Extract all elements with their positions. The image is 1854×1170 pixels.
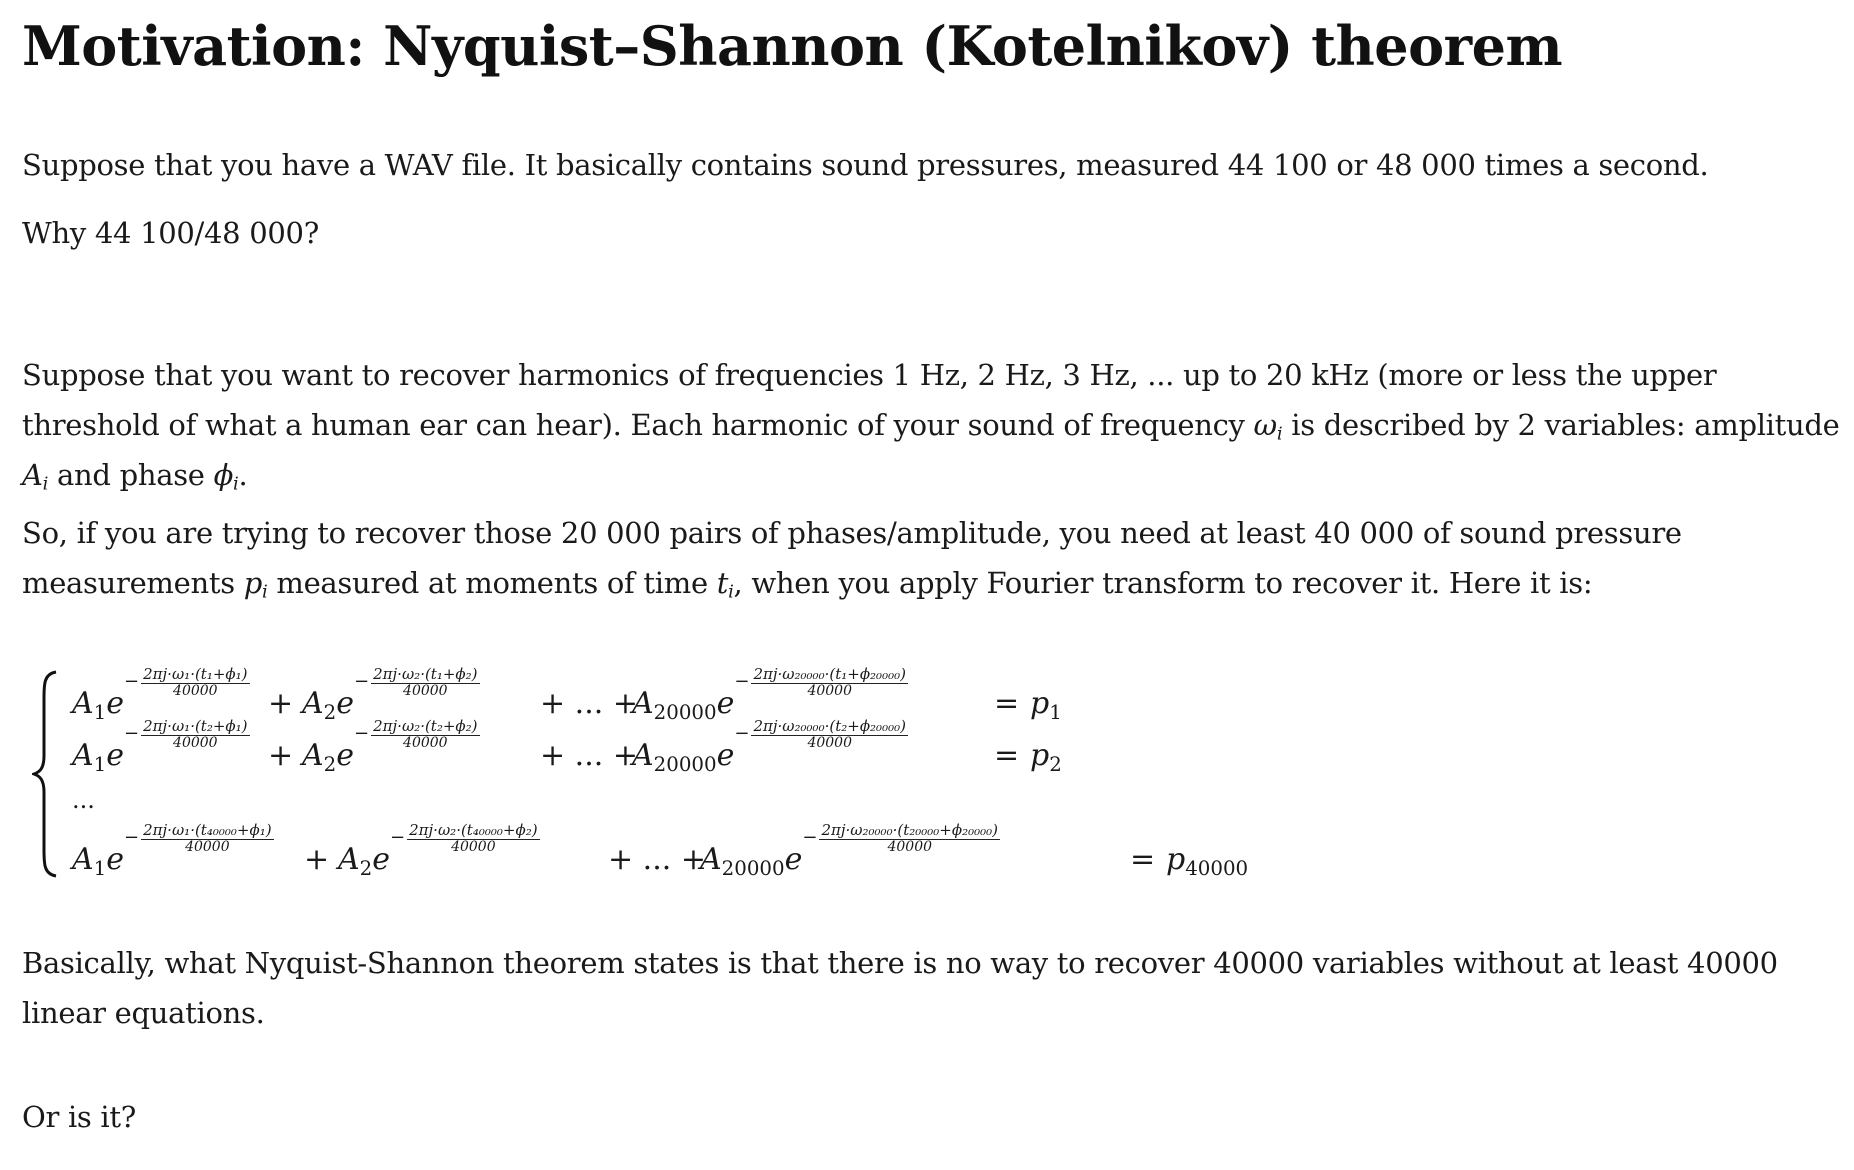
term-a20000-base: e	[716, 686, 735, 721]
term-a1-coef: A	[72, 686, 94, 721]
term-a2-base: e	[336, 686, 355, 721]
term-a2-fraction	[371, 666, 479, 699]
rhs-sub: 1	[1049, 700, 1062, 724]
term-a2-numerator: 2πj·ω₂·(t₂+ϕ₂)	[373, 716, 478, 735]
term-a20000-coef: A	[632, 686, 654, 721]
paragraph-why-question: Why 44 100/48 000?	[22, 216, 319, 250]
paragraph-question: Or is it?	[22, 1100, 137, 1134]
term-a2-minus: −	[390, 827, 406, 848]
term-a1-minus: −	[124, 827, 140, 848]
term-a20000-sub: 20000	[721, 856, 785, 880]
term-a2-denominator: 40000	[403, 734, 448, 751]
harmonics-text-b: is described by 2 variables: amplitude	[1282, 408, 1840, 442]
term-a1-denominator: 40000	[173, 682, 218, 699]
term-a20000	[632, 716, 906, 776]
paragraph-harmonics	[22, 350, 1842, 500]
equation-ellipsis: ...	[72, 786, 95, 814]
left-brace-icon	[32, 668, 62, 880]
term-a2	[302, 664, 478, 724]
term-a20000-sub: 20000	[653, 752, 717, 776]
term-a1-denominator: 40000	[185, 838, 230, 855]
term-a1-denominator: 40000	[173, 734, 218, 751]
plus-ellipsis: + ... +	[540, 686, 638, 721]
term-a1-minus: −	[124, 671, 140, 692]
harmonics-text-a: Suppose that you want to recover harmonics of frequencies 1 Hz, 2 Hz, 3 Hz, ... up to 20 kHz (more or less the upper threshold of what a human ear can hear). Each harmonic of your sound of frequency	[22, 358, 1717, 442]
term-a2-numerator: 2πj·ω₂·(t₁+ϕ₂)	[373, 664, 478, 683]
time-symbol: $t_i$	[716, 566, 734, 603]
equation-row	[72, 820, 1249, 880]
term-a20000-minus: −	[734, 723, 750, 744]
term-a1-sub: 1	[93, 700, 107, 724]
phase-symbol: $\phi_i$	[213, 458, 239, 495]
term-a2-exponent	[354, 716, 479, 752]
term-a1-exponent	[124, 820, 274, 856]
term-a2-minus: −	[354, 671, 370, 692]
plus-sign: +	[268, 738, 294, 773]
term-a1	[72, 820, 272, 880]
harmonics-text-d: .	[238, 458, 248, 492]
rhs-pressure	[1166, 842, 1248, 878]
term-a2-fraction	[371, 718, 479, 751]
term-a20000-denominator: 40000	[807, 734, 852, 751]
rhs-symbol: p	[1166, 842, 1186, 877]
term-a2-fraction	[407, 822, 539, 855]
paragraph-wav-file: Suppose that you have a WAV file. It basically contains sound pressures, measured 44 100 or 48 000 times a second.	[22, 148, 1709, 182]
omega-i-symbol: $\omega_i$	[1253, 408, 1283, 445]
term-a2-minus: −	[354, 723, 370, 744]
term-a20000-coef: A	[632, 738, 654, 773]
term-a2-coef: A	[302, 686, 324, 721]
term-a20000-base: e	[716, 738, 735, 773]
term-a1-numerator: 2πj·ω₁·(t₂+ϕ₁)	[143, 716, 248, 735]
term-a1-base: e	[106, 686, 125, 721]
term-a2-sub: 2	[323, 700, 337, 724]
term-a20000-minus: −	[734, 671, 750, 692]
term-a1	[72, 716, 248, 776]
term-a2-coef: A	[302, 738, 324, 773]
term-a2-base: e	[336, 738, 355, 773]
paragraph-measurements	[22, 508, 1842, 608]
equals-sign: =	[994, 686, 1020, 721]
rhs-sub: 2	[1049, 752, 1062, 776]
term-a20000-base: e	[784, 842, 803, 877]
equation-row	[72, 716, 1222, 776]
term-a2-sub: 2	[323, 752, 337, 776]
term-a20000-fraction	[819, 822, 1000, 855]
rhs-symbol: p	[1030, 686, 1050, 721]
term-a20000-exponent	[802, 820, 1000, 856]
term-a1-exponent	[124, 716, 249, 752]
harmonics-text-c: and phase	[48, 458, 214, 492]
rhs-pressure	[1030, 686, 1062, 722]
term-a20000-numerator: 2πj·ω₂₀₀₀₀·(t₁+ϕ₂₀₀₀₀)	[753, 664, 906, 683]
term-a1-coef: A	[72, 842, 94, 877]
term-a2	[338, 820, 538, 880]
term-a1-base: e	[106, 842, 125, 877]
term-a1-fraction	[141, 666, 249, 699]
term-a1-base: e	[106, 738, 125, 773]
term-a2-exponent	[354, 664, 479, 700]
measurements-text-c: , when you apply Fourier transform to recover it. Here it is:	[733, 566, 1593, 600]
term-a1-numerator: 2πj·ω₁·(t₁+ϕ₁)	[143, 664, 248, 683]
term-a1-fraction	[141, 718, 249, 751]
measurements-text-a: So, if you are trying to recover those 20 000 pairs of phases/amplitude, you need at least 40 000 of sound pressure measurements	[22, 516, 1682, 600]
term-a20000-denominator: 40000	[887, 838, 933, 855]
term-a20000-numerator: 2πj·ω₂₀₀₀₀·(t₂+ϕ₂₀₀₀₀)	[753, 716, 906, 735]
plus-sign: +	[268, 686, 294, 721]
rhs-symbol: p	[1030, 738, 1050, 773]
term-a20000	[700, 820, 999, 880]
equation-system	[32, 664, 1249, 888]
equals-sign: =	[994, 738, 1020, 773]
term-a1-exponent	[124, 664, 249, 700]
plus-ellipsis: + ... +	[540, 738, 638, 773]
term-a20000-minus: −	[802, 827, 818, 848]
term-a2-sub: 2	[359, 856, 373, 880]
page-title: Motivation: Nyquist–Shannon (Kotelnikov) theorem	[22, 14, 1563, 78]
term-a20000-numerator: 2πj·ω₂₀₀₀₀·(t₂₀₀₀₀+ϕ₂₀₀₀₀)	[821, 820, 999, 839]
term-a20000-fraction	[751, 718, 908, 751]
term-a1-sub: 1	[93, 856, 107, 880]
amplitude-symbol: $A_i$	[22, 458, 49, 495]
term-a20000-exponent	[734, 716, 908, 752]
term-a2-coef: A	[338, 842, 360, 877]
term-a20000-sub: 20000	[653, 700, 717, 724]
pressure-symbol: $p_i$	[243, 566, 268, 603]
term-a2-numerator: 2πj·ω₂·(t₄₀₀₀₀+ϕ₂)	[409, 820, 538, 839]
term-a2-base: e	[372, 842, 391, 877]
term-a1-coef: A	[72, 738, 94, 773]
term-a1-minus: −	[124, 723, 140, 744]
plus-ellipsis: + ... +	[608, 842, 706, 877]
term-a20000	[632, 664, 906, 724]
term-a2-exponent	[390, 820, 540, 856]
term-a20000-coef: A	[700, 842, 722, 877]
rhs-sub: 40000	[1185, 856, 1249, 880]
rhs-pressure	[1030, 738, 1062, 774]
paragraph-conclusion: Basically, what Nyquist-Shannon theorem states is that there is no way to recover 40000 variables without at least 40000 linear equations.	[22, 946, 1778, 1030]
plus-sign: +	[304, 842, 330, 877]
term-a20000-denominator: 40000	[807, 682, 852, 699]
term-a1-fraction	[141, 822, 273, 855]
term-a20000-exponent	[734, 664, 908, 700]
term-a20000-fraction	[751, 666, 908, 699]
term-a2-denominator: 40000	[451, 838, 496, 855]
term-a2-denominator: 40000	[403, 682, 448, 699]
term-a2	[302, 716, 478, 776]
measurements-text-b: measured at moments of time	[267, 566, 717, 600]
term-a1-sub: 1	[93, 752, 107, 776]
equals-sign: =	[1130, 842, 1156, 877]
term-a1	[72, 664, 248, 724]
term-a1-numerator: 2πj·ω₁·(t₄₀₀₀₀+ϕ₁)	[143, 820, 272, 839]
